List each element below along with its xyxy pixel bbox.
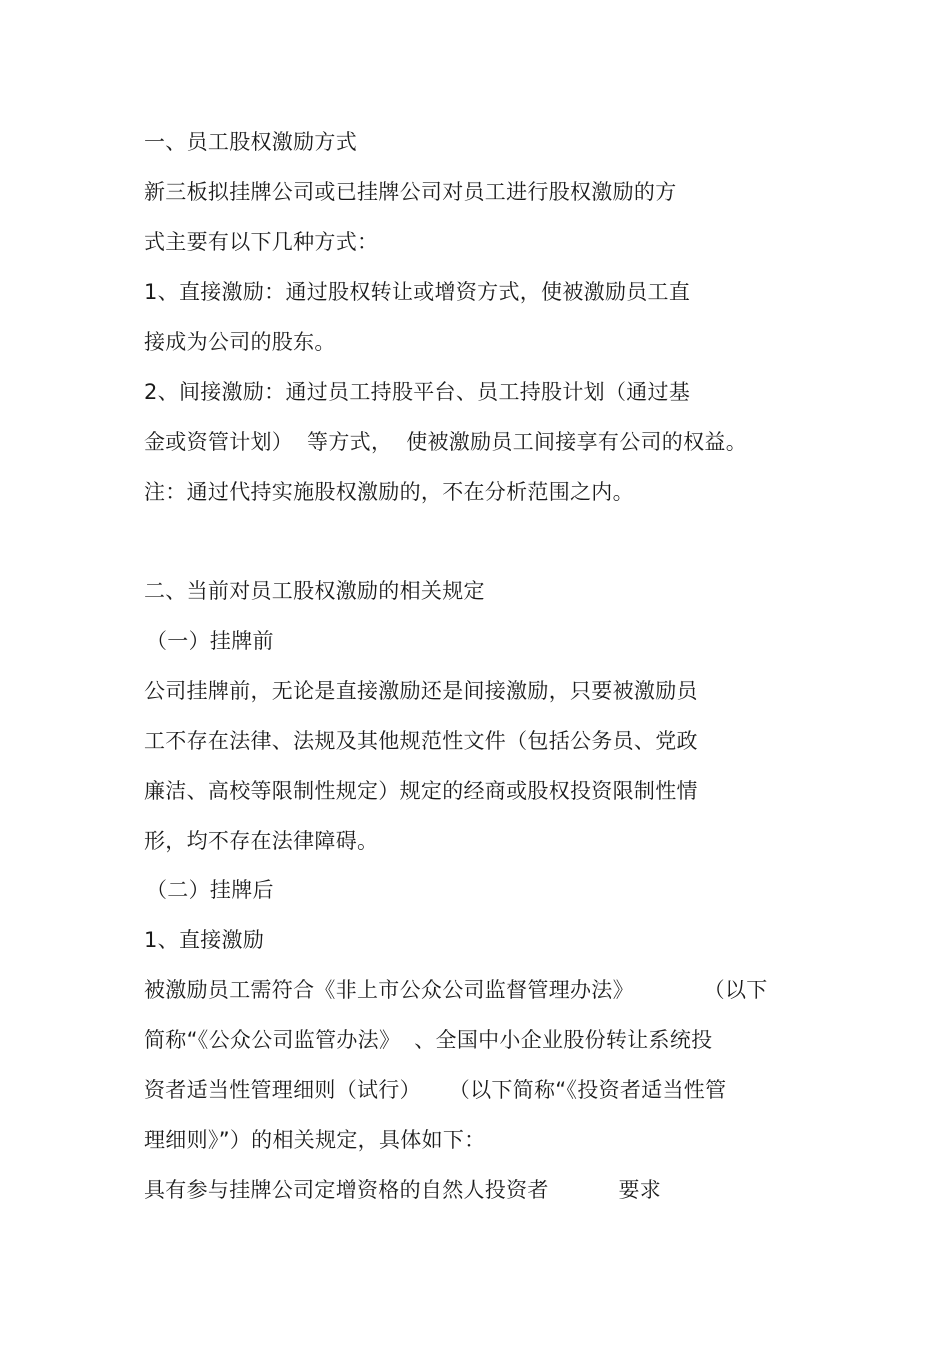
- paragraph-line: 新三板拟挂牌公司或已挂牌公司对员工进行股权激励的方: [144, 180, 677, 204]
- list-item-indirect: 2、间接激励：通过员工持股平台、员工持股计划（通过基: [144, 380, 691, 404]
- section-heading-1: 一、员工股权激励方式: [144, 130, 357, 154]
- paragraph-line: 理细则》”）的相关规定，具体如下：: [144, 1128, 486, 1152]
- paragraph-line: 金或资管计划） 等方式， 使被激励员工间接享有公司的权益。: [144, 430, 747, 454]
- paragraph-line: 廉洁、高校等限制性规定）规定的经商或股权投资限制性情: [144, 779, 698, 803]
- paragraph-line: 被激励员工需符合《非上市公众公司监督管理办法》 （以下: [144, 978, 768, 1002]
- list-item-direct-incentive: 1、直接激励: [144, 928, 265, 952]
- list-item-direct: 1、直接激励：通过股权转让或增资方式，使被激励员工直: [144, 280, 691, 304]
- paragraph-line: 具有参与挂牌公司定增资格的自然人投资者 要求: [144, 1178, 662, 1202]
- subsection-heading-before-listing: （一）挂牌前: [146, 629, 274, 653]
- paragraph-line: 简称“《公众公司监管办法》 、全国中小企业股份转让系统投: [144, 1028, 713, 1052]
- paragraph-line: 形，均不存在法律障碍。: [144, 829, 379, 853]
- note-line: 注：通过代持实施股权激励的，不在分析范围之内。: [144, 480, 634, 504]
- paragraph-line: 工不存在法律、法规及其他规范性文件（包括公务员、党政: [144, 729, 698, 753]
- paragraph-line: 接成为公司的股东。: [144, 330, 336, 354]
- subsection-heading-after-listing: （二）挂牌后: [146, 878, 274, 902]
- section-heading-2: 二、当前对员工股权激励的相关规定: [144, 579, 485, 603]
- paragraph-line: 公司挂牌前，无论是直接激励还是间接激励，只要被激励员: [144, 679, 698, 703]
- paragraph-line: 式主要有以下几种方式：: [144, 230, 379, 254]
- paragraph-line: 资者适当性管理细则（试行） （以下简称“《投资者适当性管: [144, 1078, 727, 1102]
